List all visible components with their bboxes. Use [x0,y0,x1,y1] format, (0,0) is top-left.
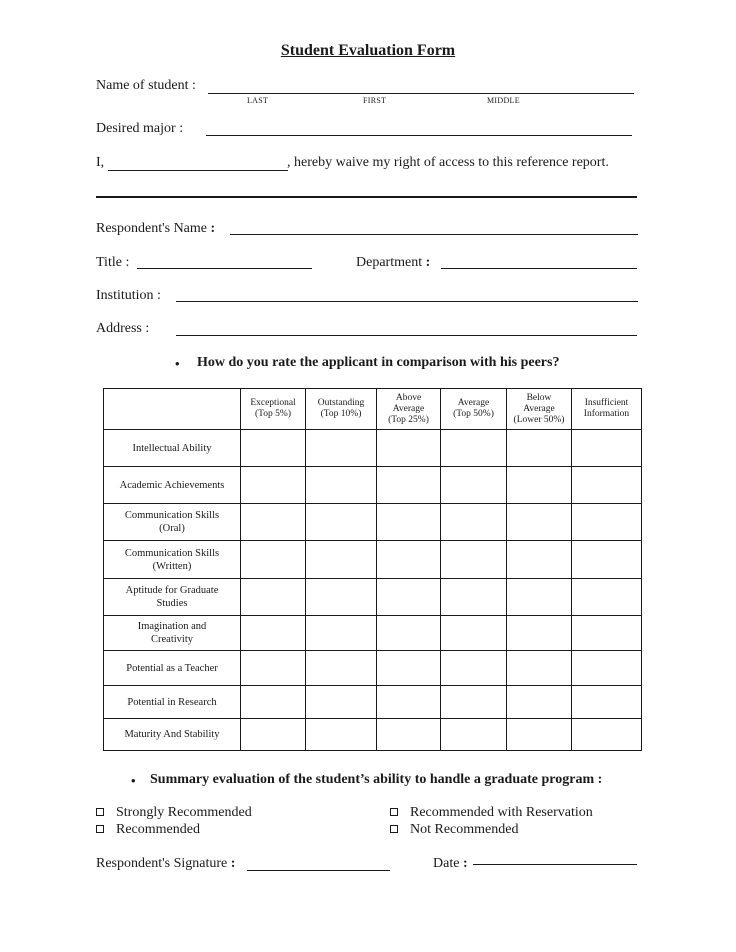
column-header-below-average: Below Average (Lower 50%) [507,389,572,430]
table-row [104,504,642,541]
rating-cell[interactable] [507,686,572,719]
rating-cell[interactable] [241,616,306,651]
rating-cell[interactable] [441,579,507,616]
rating-cell[interactable] [572,541,642,579]
table-row [104,467,642,504]
rating-cell[interactable] [241,686,306,719]
option-label: Not Recommended [410,822,519,837]
option-label: Recommended with Reservation [410,805,593,820]
rating-cell[interactable] [306,541,377,579]
rating-cell[interactable] [306,651,377,686]
institution-label: Institution : [96,288,161,303]
desired-major-label: Desired major : [96,121,184,136]
rating-question: How do you rate the applicant in comparison with his peers? [197,355,560,370]
name-sub-last: LAST [247,96,269,105]
column-header-above-average: Above Average (Top 25%) [377,389,441,430]
desired-major-field[interactable] [206,135,632,136]
rating-header-row [104,389,642,430]
row-label-maturity-stability: Maturity And Stability [104,719,241,751]
rating-cell[interactable] [441,651,507,686]
signature-field[interactable] [247,870,390,871]
option-label: Recommended [116,822,200,837]
section-divider [96,196,637,198]
rating-table [103,388,642,751]
table-row [104,616,642,651]
rating-cell[interactable] [306,430,377,467]
rating-cell[interactable] [441,430,507,467]
rating-cell[interactable] [377,541,441,579]
name-of-student-field[interactable] [208,93,634,94]
column-header-exceptional: Exceptional (Top 5%) [241,389,306,430]
option-label: Strongly Recommended [116,805,252,820]
name-sub-first: FIRST [363,96,387,105]
rating-cell[interactable] [241,541,306,579]
rating-cell[interactable] [377,616,441,651]
rating-cell[interactable] [306,719,377,751]
rating-cell[interactable] [507,430,572,467]
rating-cell[interactable] [241,579,306,616]
checkbox-recommended[interactable] [96,825,104,833]
rating-cell[interactable] [572,686,642,719]
rating-cell[interactable] [507,541,572,579]
summary-bullet: • [131,773,136,788]
row-label-academic-achievements: Academic Achievements [104,467,241,504]
table-row [104,579,642,616]
department-label: Department : [356,255,431,270]
rating-cell[interactable] [572,579,642,616]
checkbox-strongly-recommended[interactable] [96,808,104,816]
table-row [104,651,642,686]
rating-cell[interactable] [441,616,507,651]
row-label-potential-research: Potential in Research [104,686,241,719]
rating-cell[interactable] [306,579,377,616]
form-title: Student Evaluation Form [280,42,456,59]
rating-cell[interactable] [377,686,441,719]
waiver-prefix: I, [96,155,105,170]
rating-cell[interactable] [572,467,642,504]
department-field[interactable] [441,268,637,269]
table-row [104,719,642,751]
row-label-potential-teacher: Potential as a Teacher [104,651,241,686]
checkbox-recommended-with-reservation[interactable] [390,808,398,816]
row-label-communication-written: Communication Skills (Written) [104,541,241,579]
rating-cell[interactable] [306,686,377,719]
rating-cell[interactable] [377,579,441,616]
respondent-name-label: Respondent's Name : [96,221,216,236]
rating-cell[interactable] [441,504,507,541]
rating-cell[interactable] [377,504,441,541]
option-recommended[interactable] [96,822,200,838]
rating-cell[interactable] [507,616,572,651]
rating-cell[interactable] [241,430,306,467]
row-label-aptitude-graduate-studies: Aptitude for Graduate Studies [104,579,241,616]
waiver-text: , hereby waive my right of access to this reference report. [287,155,609,170]
institution-field[interactable] [176,301,638,302]
column-header-outstanding: Outstanding (Top 10%) [306,389,377,430]
waiver-name-field[interactable] [108,170,288,171]
rating-cell[interactable] [572,719,642,751]
rating-cell[interactable] [507,651,572,686]
rating-cell[interactable] [572,651,642,686]
rating-cell[interactable] [241,651,306,686]
rating-bullet: • [175,356,180,371]
row-label-imagination-creativity: Imagination and Creativity [104,616,241,651]
title-field[interactable] [137,268,312,269]
column-header-insufficient-information: Insufficient Information [572,389,642,430]
rating-cell[interactable] [241,719,306,751]
rating-cell[interactable] [507,579,572,616]
rating-cell[interactable] [306,616,377,651]
address-field[interactable] [176,335,637,336]
rating-header-corner [104,389,241,430]
title-label: Title : [96,255,130,270]
rating-cell[interactable] [507,719,572,751]
rating-cell[interactable] [507,467,572,504]
row-label-intellectual-ability: Intellectual Ability [104,430,241,467]
table-row [104,686,642,719]
table-row [104,541,642,579]
rating-cell[interactable] [572,616,642,651]
address-label: Address : [96,321,150,336]
rating-cell[interactable] [441,719,507,751]
rating-cell[interactable] [441,467,507,504]
rating-cell[interactable] [572,430,642,467]
date-field[interactable] [473,864,637,865]
rating-cell[interactable] [441,686,507,719]
row-label-communication-oral: Communication Skills (Oral) [104,504,241,541]
signature-label: Respondent's Signature : [96,856,236,871]
rating-cell[interactable] [377,430,441,467]
rating-cell[interactable] [377,467,441,504]
rating-cell[interactable] [572,504,642,541]
column-header-average: Average (Top 50%) [441,389,507,430]
option-not-recommended[interactable] [390,822,518,838]
option-strongly-recommended[interactable] [96,805,252,821]
rating-cell[interactable] [507,504,572,541]
rating-cell[interactable] [241,467,306,504]
option-recommended-with-reservation[interactable] [390,805,593,821]
name-of-student-label: Name of student : [96,78,196,93]
date-label: Date : [433,856,468,871]
respondent-name-field[interactable] [230,234,638,235]
name-sub-middle: MIDDLE [487,96,520,105]
rating-cell[interactable] [306,467,377,504]
rating-cell[interactable] [377,719,441,751]
rating-cell[interactable] [241,504,306,541]
checkbox-not-recommended[interactable] [390,825,398,833]
table-row [104,430,642,467]
summary-question: Summary evaluation of the student’s ability to handle a graduate program : [150,772,603,787]
rating-cell[interactable] [306,504,377,541]
rating-cell[interactable] [441,541,507,579]
rating-cell[interactable] [377,651,441,686]
